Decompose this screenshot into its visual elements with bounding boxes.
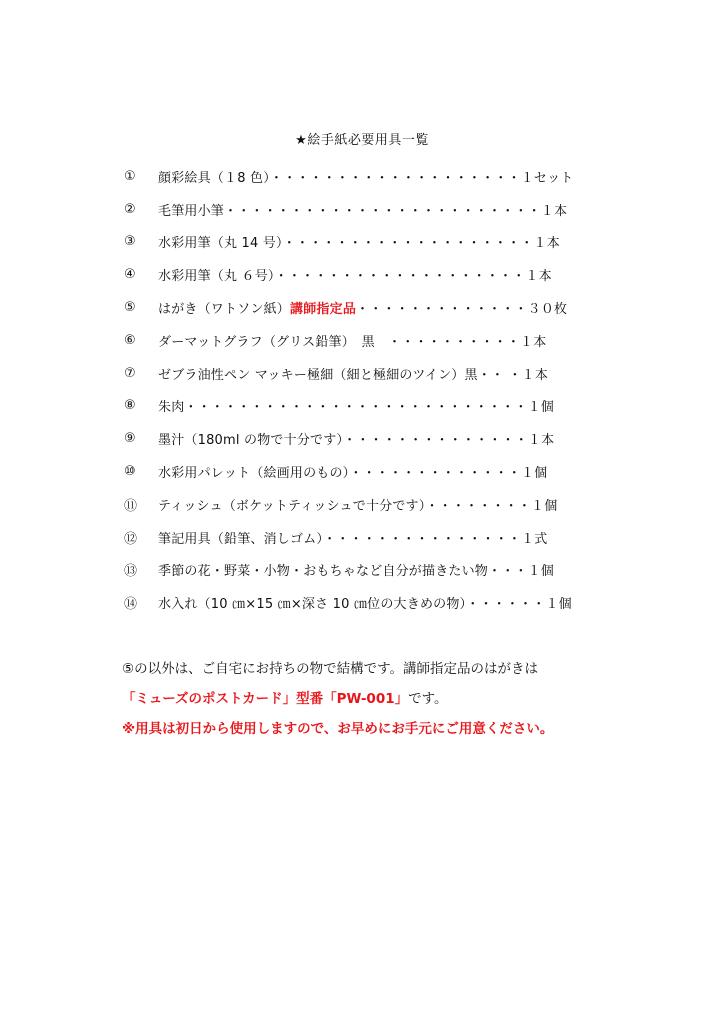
item-number: ⑤ (124, 300, 136, 316)
item-text: 朱肉・・・・・・・・・・・・・・・・・・・・・・・・・・１個 (158, 400, 555, 416)
item-text: ティッシュ（ボケットティッシュで十分です）・・・・・・・・１個 (158, 498, 558, 514)
list-item (124, 554, 644, 587)
item-text-before: はがき（ワトソン紙） (158, 302, 291, 318)
item-text: 水彩用筆（丸 14 号）・・・・・・・・・・・・・・・・・・・１本 (158, 236, 560, 252)
item-text: 筆記用具（鉛筆、消しゴム）・・・・・・・・・・・・・・・１式 (158, 531, 548, 547)
item-number: ⑦ (124, 365, 136, 381)
item-number: ④ (124, 267, 136, 283)
list-item (124, 488, 644, 521)
item-text: ゼブラ油性ペン マッキー極細（細と極細のツイン）黒・・ ・１本 (158, 367, 549, 383)
postcard-model-note: 「ミューズのポストカード」型番「PW-001」 (122, 691, 409, 707)
item-number: ② (124, 201, 136, 217)
item-text: 水彩用パレット（絵画用のもの）・・・・・・・・・・・・・１個 (158, 466, 548, 482)
item-number: ⑩ (124, 464, 136, 480)
note-line: ⑤の以外は、ご自宅にお持ちの物で結構です。講師指定品のはがきは (122, 661, 539, 677)
item-number: ⑬ (124, 564, 138, 580)
item-number: ⑨ (124, 431, 136, 447)
item-number: ⑧ (124, 398, 136, 414)
item-text: 水彩用筆（丸 ６号）・・・・・・・・・・・・・・・・・・・１本 (158, 269, 552, 285)
item-number: ③ (124, 234, 136, 250)
item-text: 季節の花・野菜・小物・おもちゃなど自分が描きたい物・・・１個 (158, 564, 555, 580)
list-item (124, 357, 644, 390)
item-text: ダーマットグラフ（グリス鉛筆） 黒 ・・・・・・・・・・１本 (158, 334, 547, 350)
notes-section (122, 652, 682, 742)
item-text: 毛筆用小筆・・・・・・・・・・・・・・・・・・・・・・・・１本 (158, 203, 568, 219)
supplies-list (124, 160, 644, 619)
list-item (124, 422, 644, 455)
note-text: です。 (408, 691, 448, 707)
item-text-after: ・・・・・・・・・・・・・３０枚 (356, 302, 568, 318)
list-item (124, 324, 644, 357)
list-item (124, 586, 644, 619)
item-number: ⑪ (124, 498, 138, 514)
list-item (124, 160, 644, 193)
list-item (124, 291, 644, 324)
item-number: ① (124, 168, 136, 184)
list-item (124, 390, 644, 423)
list-item (124, 226, 644, 259)
preparation-warning: ※用具は初日から使用しますので、お早めにお手元にご用意ください。 (122, 721, 554, 737)
designated-item-highlight: 講師指定品 (290, 302, 357, 318)
list-item (124, 193, 644, 226)
item-text: 顔彩絵具（１8 色）・・・・・・・・・・・・・・・・・・・１セット (158, 170, 574, 186)
item-text: 水入れ（10 ㎝×15 ㎝×深さ 10 ㎝位の大きめの物）・・・・・・１個 (158, 597, 572, 613)
item-text (158, 298, 567, 317)
note-line (122, 682, 682, 712)
item-number: ⑥ (124, 332, 136, 348)
list-item (124, 521, 644, 554)
item-number: ⑭ (124, 597, 138, 613)
list-item (124, 455, 644, 488)
list-item (124, 258, 644, 291)
item-text: 墨汁（180ml の物で十分です）・・・・・・・・・・・・・・１本 (158, 433, 555, 449)
item-number: ⑫ (124, 531, 138, 547)
page-title: ★絵手紙必要用具一覧 (295, 133, 429, 148)
